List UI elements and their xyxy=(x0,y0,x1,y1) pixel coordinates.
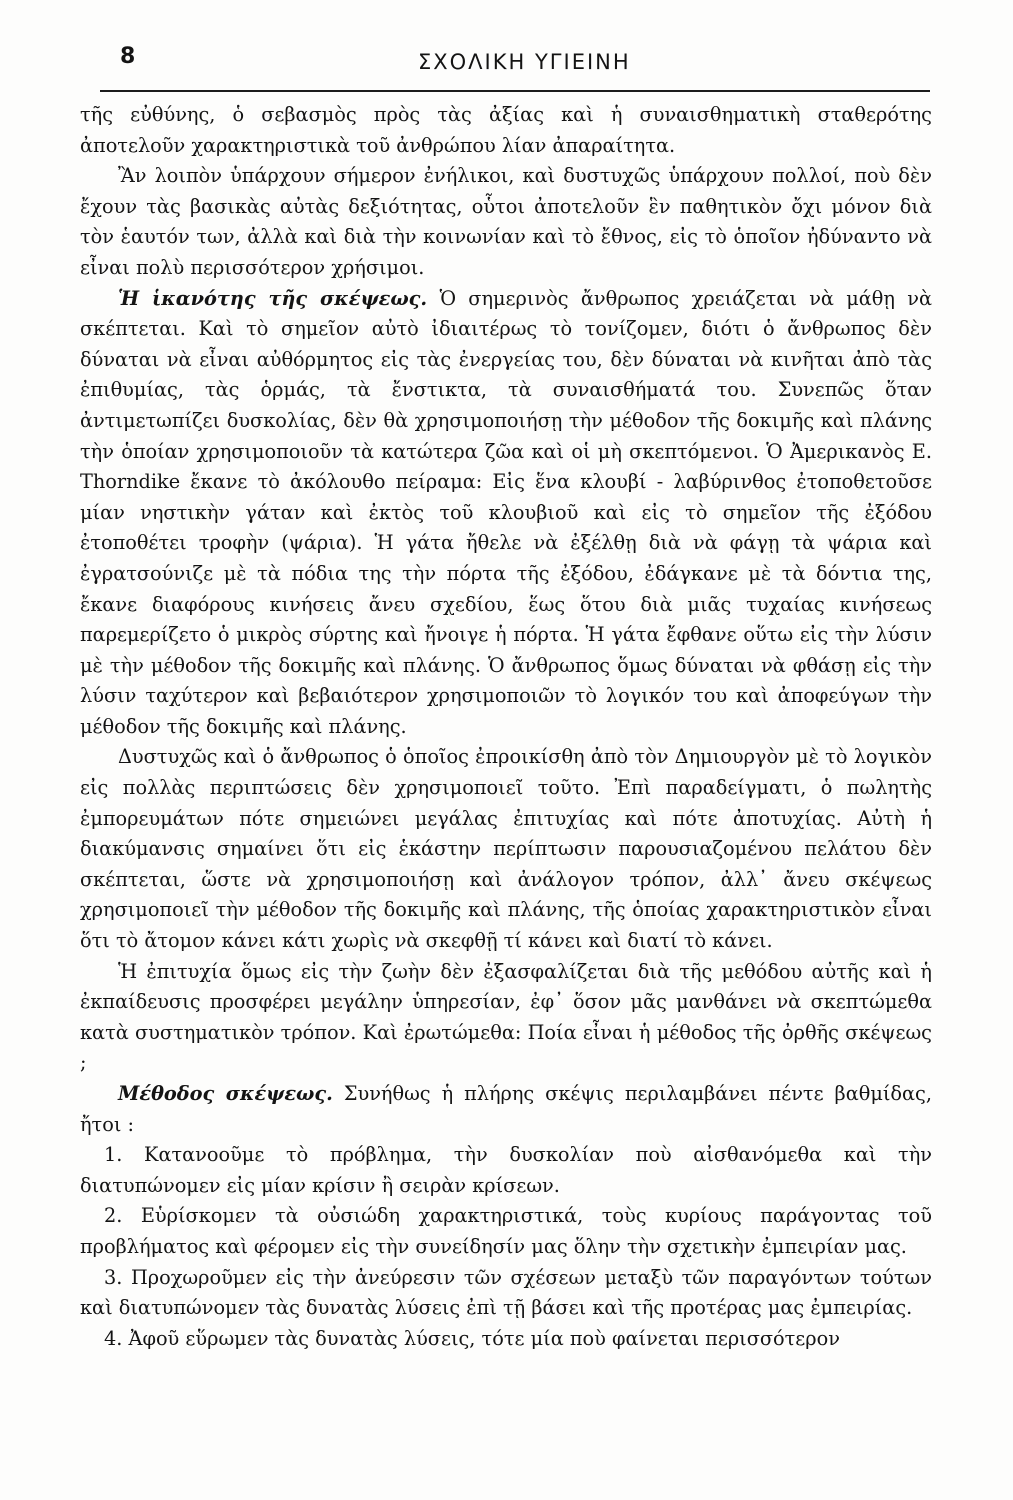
running-title: ΣΧΟΛΙΚΗ ΥΓΙΕΙΝΗ xyxy=(418,50,631,74)
list-item: 3. Προχωροῦμεν εἰς τὴν ἀνεύρεσιν τῶν σχέσεων μεταξὺ τῶν παραγόντων τούτων καὶ διατυπώνομεν τὰς δυνατὰς λύσεις ἐπὶ τῇ βάσει καὶ τῆς προτέρας μας ἐμπειρίας. xyxy=(80,1265,932,1320)
paragraph: Δυστυχῶς καὶ ὁ ἄνθρωπος ὁ ὁποῖος ἐπροικίσθη ἀπὸ τὸν Δημιουργὸν μὲ τὸ λογικὸν εἰς πολλὰς περιπτώσεις δὲν χρησιμοποιεῖ τοῦτο. Ἐπὶ παραδείγματι, ὁ πωλητὴς ἐμπορευμάτων πότε σημειώνει μεγάλας ἐπιτυχίας καὶ πότε ἀποτυχίας. Αὐτὴ ἡ διακύμανσις σημαίνει ὅτι εἰς ἑκάστην περίπτωσιν παρουσιαζομένου πελάτου δὲν σκέπτεται, ὥστε νὰ χρησιμοποιήσῃ καὶ ἀνάλογον τρόπον, ἀλλ᾽ ἄνευ σκέψεως χρησιμοποιεῖ τὴν μέθοδον τῆς δοκιμῆς καὶ πλάνης, τῆς ὁποίας χαρακτηριστικὸν εἶναι ὅτι τὸ ἄτομον κάνει κάτι χωρὶς νὰ σκεφθῇ τί κάνει καὶ διατί τὸ κάνει. xyxy=(80,745,932,953)
page-number: 8 xyxy=(120,44,136,69)
paragraph: τῆς εὐθύνης, ὁ σεβασμὸς πρὸς τὰς ἀξίας καὶ ἡ συναισθηματικὴ σταθερότης ἀποτελοῦν χαρακτηριστικὰ τοῦ ἀνθρώπου λίαν ἀπαραίτητα. xyxy=(80,103,932,157)
paragraph xyxy=(80,1079,932,1140)
header-rule xyxy=(100,90,930,92)
paragraph-text: Ὁ σημερινὸς ἄνθρωπος χρειάζεται νὰ μάθῃ νὰ σκέπτεται. Καὶ τὸ σημεῖον αὐτὸ ἰδιαιτέρως τὸ τονίζομεν, διότι ὁ ἄνθρωπος δὲν δύναται νὰ εἶναι αὐθόρμητος εἰς τὰς ἐνεργείας του, δὲν δύναται νὰ κινῆται ἀπὸ τὰς ἐπιθυμίας, τὰς ὁρμάς, τὰ ἔνστικτα, τὰ συναισθήματά του. Συνεπῶς ὅταν ἀντιμετωπίζει δυσκολίας, δὲν θὰ χρησιμοποιήσῃ τὴν μέθοδον τῆς δοκιμῆς καὶ πλάνης τὴν ὁποίαν χρησιμοποιοῦν τὰ κατώτερα ζῶα καὶ οἱ μὴ σκεπτόμενοι. Ὁ Ἀμερικανὸς Ε. Thorndike ἔκανε τὸ ἀκόλουθο πείραμα: Εἰς ἕνα κλουβί - λαβύρινθος ἐτοποθετοῦσε μίαν νηστικὴν γάταν καὶ ἐκτὸς τοῦ κλουβιοῦ καὶ εἰς τὸ σημεῖον τῆς ἐξόδου ἐτοποθέτει τροφὴν (ψάρια). Ἡ γάτα ἤθελε νὰ ἐξέλθῃ διὰ νὰ φάγῃ τὰ ψάρια καὶ ἐγρατσούνιζε μὲ τὰ πόδια της τὴν πόρτα τῆς ἐξόδου, ἐδάγκανε μὲ τὰ δόντια της, ἔκανε διαφόρους κινήσεις ἄνευ σχεδίου, ἕως ὅτου διὰ μιᾶς τυχαίας κινήσεως παρεμερίζετο ὁ μικρὸς σύρτης καὶ ἤνοιγε ἡ πόρτα. Ἡ γάτα ἔφθανε οὕτω εἰς τὴν λύσιν μὲ τὴν μέθοδον τῆς δοκιμῆς καὶ πλάνης. Ὁ ἄνθρωπος ὅμως δύναται νὰ φθάσῃ εἰς τὴν λύσιν ταχύτερον καὶ βεβαιότερον χρησιμοποιῶν τὸ λογικόν του καὶ ἀποφεύγων τὴν μέθοδον τῆς δοκιμῆς καὶ πλάνης. xyxy=(80,286,932,738)
paragraph: Ἂν λοιπὸν ὑπάρχουν σήμερον ἐνήλικοι, καὶ δυστυχῶς ὑπάρχουν πολλοί, ποὺ δὲν ἔχουν τὰς βασικὰς αὐτὰς δεξιότητας, οὗτοι ἀποτελοῦν ἓν παθητικὸν ὄχι μόνον διὰ τὸν ἑαυτόν των, ἀλλὰ καὶ διὰ τὴν κοινωνίαν καὶ τὸ ἔθνος, εἰς τὸ ὁποῖον ἠδύναντο νὰ εἶναι πολὺ περισσότερον χρήσιμοι. xyxy=(80,164,932,279)
page-header xyxy=(100,38,930,94)
list-item: 4. Ἀφοῦ εὕρωμεν τὰς δυνατὰς λύσεις, τότε μία ποὺ φαίνεται περισσότερον xyxy=(104,1326,840,1350)
body-text xyxy=(80,100,932,1354)
paragraph: Ἡ ἐπιτυχία ὅμως εἰς τὴν ζωὴν δὲν ἐξασφαλίζεται διὰ τῆς μεθόδου αὐτῆς καὶ ἡ ἐκπαίδευσις προσφέρει μεγάλην ὑπηρεσίαν, ἐφ᾽ ὅσον μᾶς μανθάνει νὰ σκεπτώμεθα κατὰ συστηματικὸν τρόπον. Καὶ ἐρωτώμεθα: Ποία εἶναι ἡ μέθοδος τῆς ὀρθῆς σκέψεως ; xyxy=(80,959,932,1075)
paragraph-text: Συνήθως ἡ πλήρης σκέψις περιλαμβάνει πέντε βαθμίδας, ἤτοι : xyxy=(80,1082,932,1136)
section-heading: Μέθοδος σκέψεως. xyxy=(118,1082,333,1105)
list-item: 2. Εὑρίσκομεν τὰ οὐσιώδη χαρακτηριστικά, τοὺς κυρίους παράγοντας τοῦ προβλήματος καὶ φέρομεν εἰς τὴν συνείδησίν μας ὅλην τὴν σχετικὴν ἐμπειρίαν μας. xyxy=(80,1204,932,1258)
section-heading: Ἡ ἱκανότης τῆς σκέψεως. xyxy=(118,286,428,310)
list-item: 1. Κατανοοῦμε τὸ πρόβλημα, τὴν δυσκολίαν ποὺ αἰσθανόμεθα καὶ τὴν διατυπώνομεν εἰς μίαν κρίσιν ἢ σειρὰν κρίσεων. xyxy=(80,1143,932,1197)
paragraph xyxy=(80,284,932,743)
